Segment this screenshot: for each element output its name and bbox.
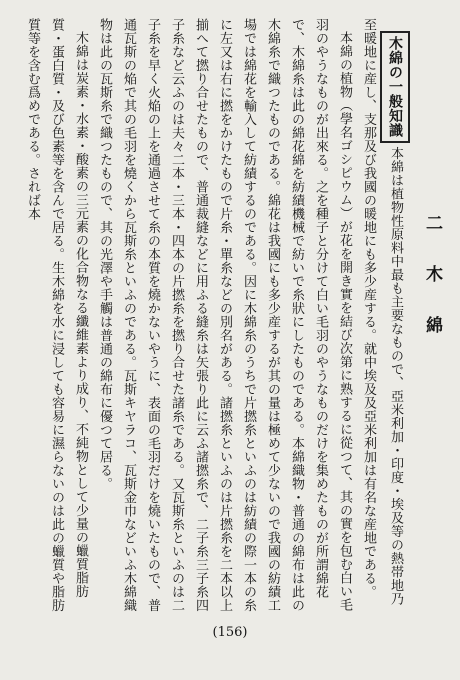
vertical-text-block xyxy=(25,18,444,614)
paragraph xyxy=(356,18,410,614)
boxed-heading: 木綿の一般知識 xyxy=(380,31,410,143)
page-number: (156) xyxy=(212,625,248,640)
paragraph: 本綿の植物（學名ゴシピウム）が花を開き實を結び次第に熟するに從つて、其の實を包む白い毛羽のやうなものが出來る。之を種子と分けて白い毛羽のやうなものだけを集めたものが所謂綿花で、木綿糸は此の綿花綿を紡績機械で紡いで糸狀にしたものである。本綿織物・普通の綿布は此の木綿糸で織つたものである。綿花は我國にも多少産するが其の量は極めて少ないので我國の紡績工場では綿花を輸入して紡績するのである。因に木綿糸のうちで片撚糸といふのは紡績の際一本の糸に左又は右に撚をかけたもので片糸・單糸などの別名がある。諸撚糸といふのは片撚糸を二本以上揃へて撚り合せたもので、普通裁縫などに用ふる縫糸は矢張り此に云ふ諸撚糸で、二子糸三子糸四子糸など云ふのは夫々二本・三本・四本の片撚糸を撚り合せた諸糸である。又瓦斯糸といふのは二子糸を早く火焔の上を通過させて糸の本質を燒かないやうに、表面の毛羽だけを燒いたもので、普通瓦斯の焔で其の毛羽を燒くから瓦斯糸といふのである。瓦斯キヤラコ、瓦斯金巾などいふ木綿織物は此の瓦斯糸で織つたもので、其の光澤や手觸は普通の綿布に優つて居る。 xyxy=(97,18,352,612)
section-title: 二 木 綿 xyxy=(422,214,442,347)
paragraph-text: 本綿は植物性原料中最も主要なもので、亞米利加・印度・埃及等の熱帯地乃至暖地に産し、支那及び我國の暖地にも多少産する。就中埃及及亞米利加は有名な産地である。 xyxy=(361,18,403,606)
paragraph: 木綿は炭素・水素・酸素の三元素の化合物なる纖維素より成り、不純物として少量の蠟質脂肪質・蛋白質・及び色素等を含んで居る。生木綿を水に浸しても容易に濕らないのは此の蠟質や脂肪質等を含む爲めである。されば本 xyxy=(25,18,88,612)
